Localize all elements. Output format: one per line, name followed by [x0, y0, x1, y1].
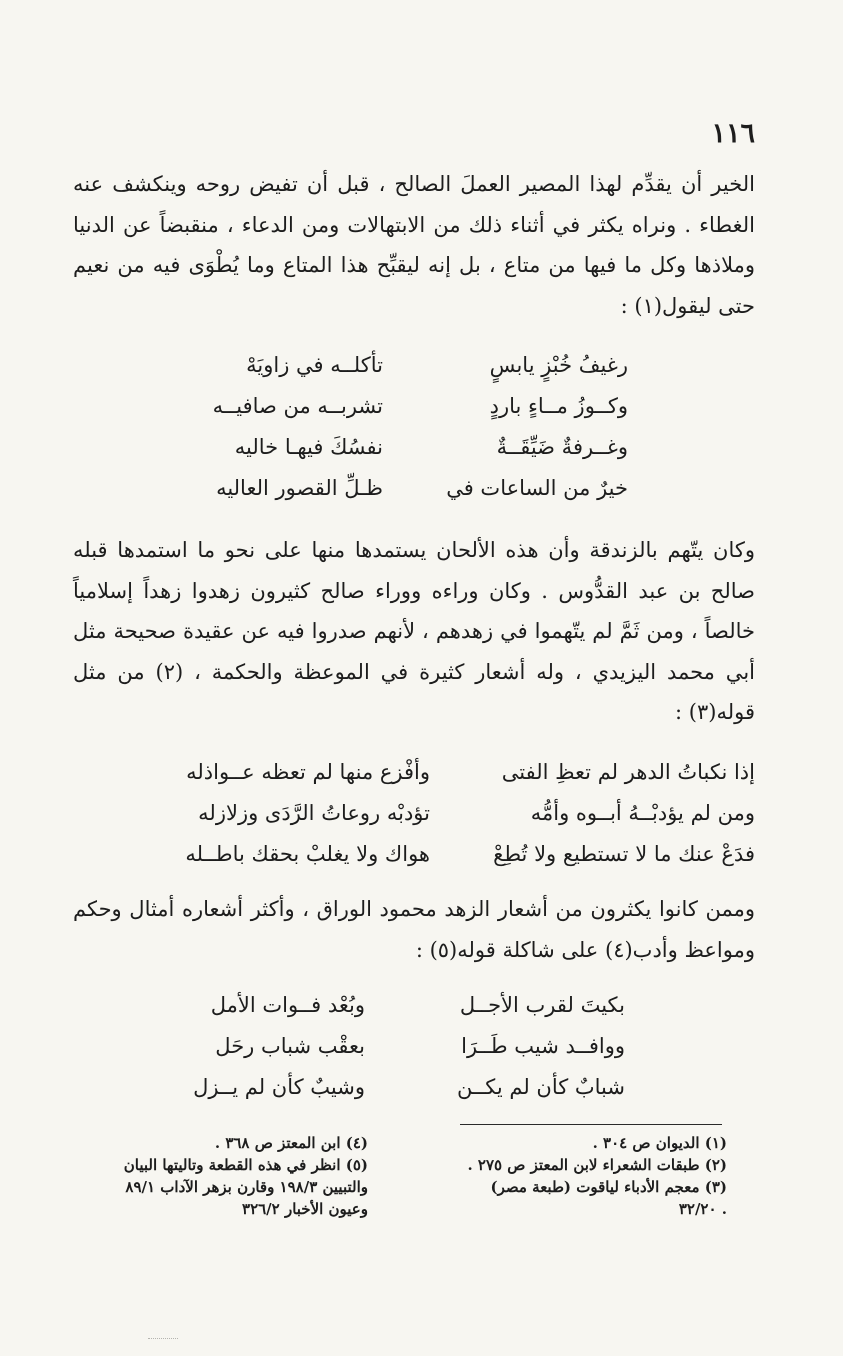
verse-first-hemistich: وكــوزُ مــاءٍ باردٍ: [489, 394, 628, 418]
verse-line: [168, 386, 628, 427]
footnote-continuation: وعيون الأخبار ٣٢٦/٢: [242, 1200, 368, 1218]
verse-line: [90, 752, 755, 793]
verse-line: [168, 427, 628, 468]
verse-second-hemistich: بعقْب شباب رحَل: [215, 1034, 365, 1058]
footnotes-right-column: [407, 1132, 727, 1220]
verse-second-hemistich: ظـلِّ القصور العاليه: [216, 476, 383, 500]
verse-second-hemistich: وأفْزع منها لم تعظه عــواذله: [186, 760, 430, 784]
footnote: (٣) معجم الأدباء لياقوت (طبعة مصر): [490, 1178, 727, 1196]
verse-line: [165, 1067, 625, 1108]
paragraph-2: [73, 530, 755, 733]
verse-first-hemistich: بكيتَ لقرب الأجــل: [459, 993, 625, 1017]
scan-smudge: [148, 1338, 178, 1339]
footnote: (١) الديوان ص ٣٠٤ .: [592, 1134, 727, 1152]
verse-first-hemistich: شبابٌ كأن لم يكــن: [456, 1075, 625, 1099]
verse-first-hemistich: خيرٌ من الساعات في: [446, 476, 628, 500]
verse-second-hemistich: تشربــه من صافيــه: [212, 394, 383, 418]
page-number: ١١٦: [711, 118, 755, 149]
verse-line: [168, 345, 628, 386]
footnote: (٢) طبقات الشعراء لابن المعتز ص ٢٧٥ .: [467, 1156, 727, 1174]
verse-second-hemistich: تأكلــه في زاويَهْ: [246, 353, 383, 377]
verse-line: [165, 985, 625, 1026]
footnotes-left-column: [43, 1132, 368, 1220]
poem-2: [90, 752, 755, 875]
verse-line: [168, 468, 628, 509]
paragraph-1: [73, 164, 755, 326]
paragraph-3-text: وممن كانوا يكثرون من أشعار الزهد محمود الوراق ، وأكثر أشعاره أمثال وحكم ومواعظ وأدب(٤) على شاكلة قوله(٥) :: [73, 897, 755, 962]
paragraph-3: [73, 889, 755, 970]
poem-3: [165, 985, 625, 1108]
verse-line: [90, 793, 755, 834]
footnote: (٥) انظر في هذه القطعة وتاليتها البيان: [123, 1156, 368, 1174]
verse-second-hemistich: نفسُكَ فيهـا خاليه: [234, 435, 383, 459]
verse-first-hemistich: إذا نكباتُ الدهر لم تعظِ الفتى: [501, 760, 755, 784]
footnote-separator: [460, 1124, 722, 1125]
verse-second-hemistich: وبُعْد فــوات الأمل: [210, 993, 365, 1017]
verse-second-hemistich: هواك ولا يغلبْ بحقك باطــله: [185, 842, 430, 866]
poem-1: [168, 345, 628, 509]
verse-line: [90, 834, 755, 875]
verse-second-hemistich: تؤدبْه روعاتُ الرَّدَى وزلازله: [198, 801, 430, 825]
verse-second-hemistich: وشيبٌ كأن لم يــزل: [193, 1075, 365, 1099]
paragraph-1-text: الخير أن يقدِّم لهذا المصير العملَ الصالح ، قبل أن تفيض روحه وينكشف عنه الغطاء . ونراه يكثر في أثناء ذلك من الابتهالات ومن الدعاء ، منقبضاً عن الدنيا وملاذها وكل ما فيها من متاع ، بل إنه ليقبِّح هذا المتاع وما يُطْوَى فيه من نعيم حتى ليقول(١) :: [73, 172, 755, 318]
paragraph-2-text: وكان يتّهم بالزندقة وأن هذه الألحان يستمدها منها على نحو ما استمدها قبله صالح بن عبد القدُّوس . وكان وراءه ووراء صالح كثيرون زهدوا زهداً إسلامياً خالصاً ، ومن ثَمَّ لم يتّهموا في زهدهم ، لأنهم صدروا فيه عن عقيدة صحيحة مثل أبي محمد اليزيدي ، وله أشعار كثيرة في الموعظة والحكمة ، (٢) من مثل قوله(٣) :: [73, 538, 755, 724]
verse-first-hemistich: ووافــد شيب طَــرَا: [461, 1034, 625, 1058]
footnote-continuation: . ٣٢/٢٠: [678, 1200, 727, 1218]
verse-first-hemistich: فدَعْ عنك ما لا تستطيع ولا تُطِعْ: [493, 842, 755, 866]
footnote-continuation: والتبيين ١٩٨/٣ وقارن بزهر الآداب ٨٩/١: [125, 1178, 368, 1196]
verse-line: [165, 1026, 625, 1067]
verse-first-hemistich: رغيفُ خُبْزٍ يابسٍ: [489, 353, 628, 377]
footnote: (٤) ابن المعتز ص ٣٦٨ .: [214, 1134, 368, 1152]
verse-first-hemistich: وغــرفةٌ ضَيِّقَــةٌ: [496, 435, 628, 459]
verse-first-hemistich: ومن لم يؤدبْــهُ أبــوه وأمُّه: [530, 801, 755, 825]
